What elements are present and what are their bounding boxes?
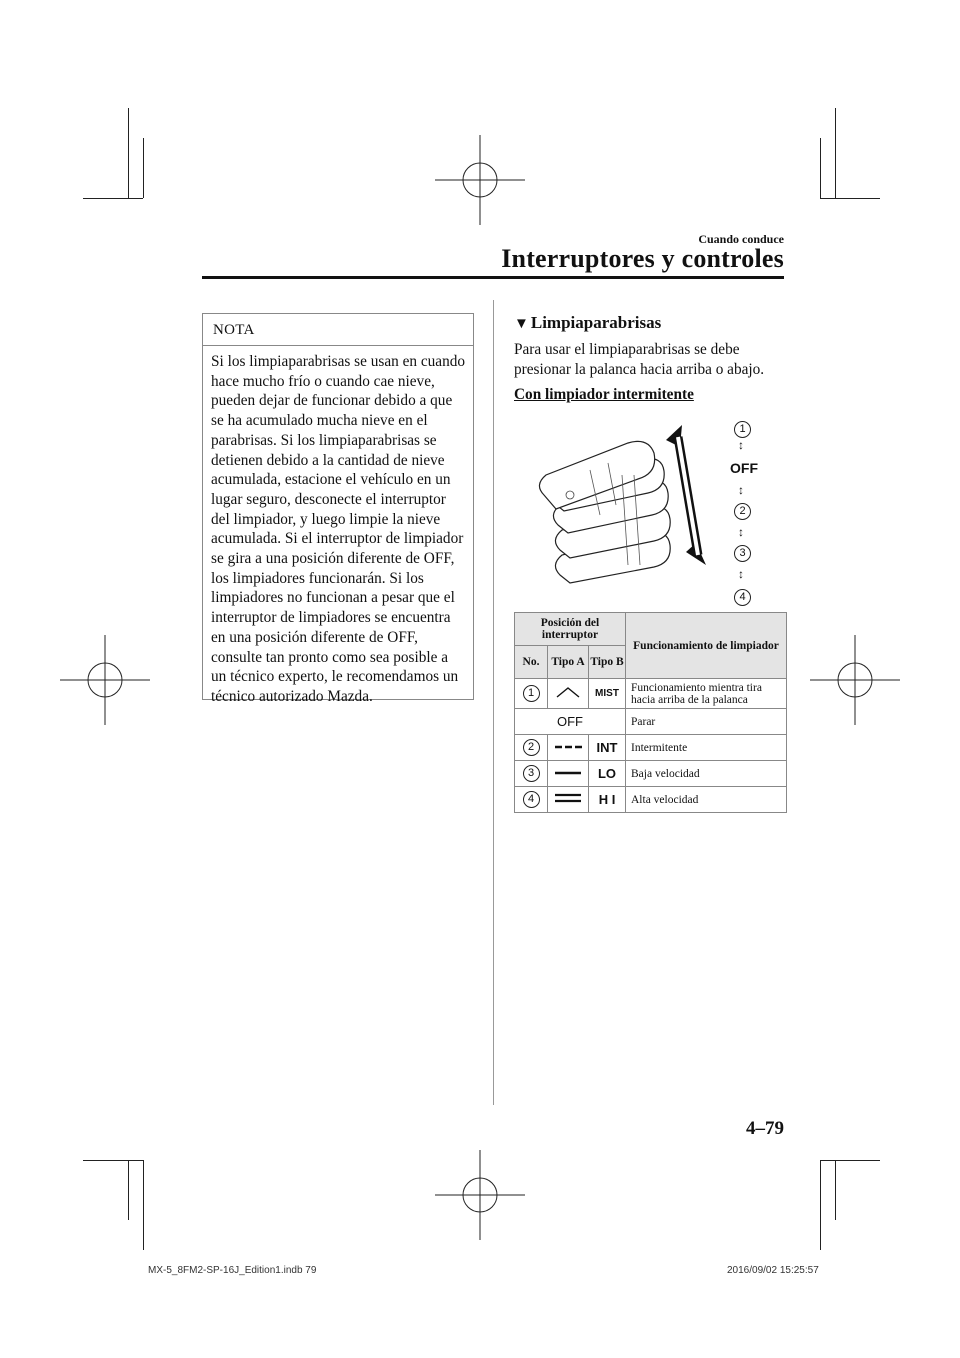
row-number: 4 [515, 787, 548, 813]
footer-date: 2016/09/02 15:25:57 [727, 1265, 819, 1276]
section-title [514, 313, 661, 333]
triangle-icon: ▼ [514, 316, 529, 332]
mist-icon [548, 679, 589, 709]
wiper-lever-figure [530, 415, 780, 610]
position-off-label: OFF [730, 460, 758, 476]
crop-mark [820, 138, 821, 198]
int-dashes-icon [548, 735, 589, 761]
crop-mark [143, 1160, 144, 1250]
table-row [515, 679, 787, 709]
function-text: Baja velocidad [626, 761, 787, 787]
type-b-label: LO [589, 761, 626, 787]
note-text: Si los limpiaparabrisas se usan en cuando hace mucho frío o cuando cae nieve, pueden dejar de funcionar debido a que se ha acumulado mucha nieve en el parabrisas. Si los limpiaparabrisas se detienen debido a la cantidad de nieve acumulada, estacione el vehículo en un lugar seguro, desconecte el interruptor del limpiador, y luego limpie la nieve acumulada. Si el interruptor de limpiador se gira a una posición diferente de OFF, los limpiadores funcionarán. Si los limpiadores no funcionan a pesar que el interruptor de limpiadores se encuentra en una posición diferente de OFF, consulte tan pronto como sea posible a un técnico experto, le recomendamos un técnico autorizado Mazda. [211, 353, 466, 705]
crop-mark [128, 1160, 129, 1220]
registration-target [60, 635, 150, 725]
crop-mark [83, 1160, 143, 1161]
crop-mark [820, 1160, 880, 1161]
header-type-a: Tipo A [548, 646, 589, 679]
subheading: Con limpiador intermitente [514, 386, 694, 403]
crop-mark [820, 198, 880, 199]
crop-mark [83, 198, 143, 199]
row-number: 2 [515, 735, 548, 761]
off-label: OFF [515, 709, 626, 735]
type-b-label: INT [589, 735, 626, 761]
position-2-label: 2 [734, 503, 751, 520]
page-title: Interruptores y controles [501, 244, 784, 273]
header-function: Funcionamiento de limpiador [626, 613, 787, 679]
footer-file: MX-5_8FM2-SP-16J_Edition1.indb 79 [148, 1265, 317, 1276]
registration-target [810, 635, 900, 725]
type-b-label: H I [589, 787, 626, 813]
table-row [515, 709, 787, 735]
section-body: Para usar el limpiaparabrisas se debe presionar la palanca hacia arriba o abajo. [514, 341, 765, 378]
function-text: Parar [626, 709, 787, 735]
header-switch-position: Posición del interruptor [515, 613, 626, 646]
crop-mark [128, 108, 129, 198]
section-title-text: Limpiaparabrisas [530, 313, 662, 332]
header-no: No. [515, 646, 548, 679]
table-row [515, 735, 787, 761]
registration-target [435, 1150, 525, 1240]
column-divider [493, 300, 494, 1105]
wiper-position-table [514, 612, 787, 813]
table-row [515, 787, 787, 813]
table-header-row [515, 613, 787, 646]
position-1-label: 1 [734, 421, 751, 438]
type-b-label: MIST [589, 679, 626, 709]
crop-mark [835, 108, 836, 198]
hi-bars-icon [548, 787, 589, 813]
function-text: Intermitente [626, 735, 787, 761]
arrow-updown-icon: ↕ [738, 483, 744, 497]
note-heading: NOTA [203, 314, 473, 346]
page-number: 4–79 [746, 1118, 784, 1139]
function-text: Funcionamiento mientra tira hacia arriba de la palanca [626, 679, 787, 709]
note-box [202, 313, 474, 705]
arrow-updown-icon: ↕ [738, 525, 744, 539]
position-4-label: 4 [734, 589, 751, 606]
arrow-updown-icon: ↕ [738, 438, 744, 452]
crop-mark [835, 1160, 836, 1220]
row-number: 1 [515, 679, 548, 709]
section-label: Cuando conduce [698, 232, 784, 246]
header-type-b: Tipo B [589, 646, 626, 679]
header-rule [202, 276, 784, 279]
table-row [515, 761, 787, 787]
crop-mark [143, 138, 144, 198]
function-text: Alta velocidad [626, 787, 787, 813]
row-number: 3 [515, 761, 548, 787]
registration-target [435, 135, 525, 225]
position-3-label: 3 [734, 545, 751, 562]
crop-mark [820, 1160, 821, 1250]
lo-bar-icon [548, 761, 589, 787]
arrow-updown-icon: ↕ [738, 567, 744, 581]
